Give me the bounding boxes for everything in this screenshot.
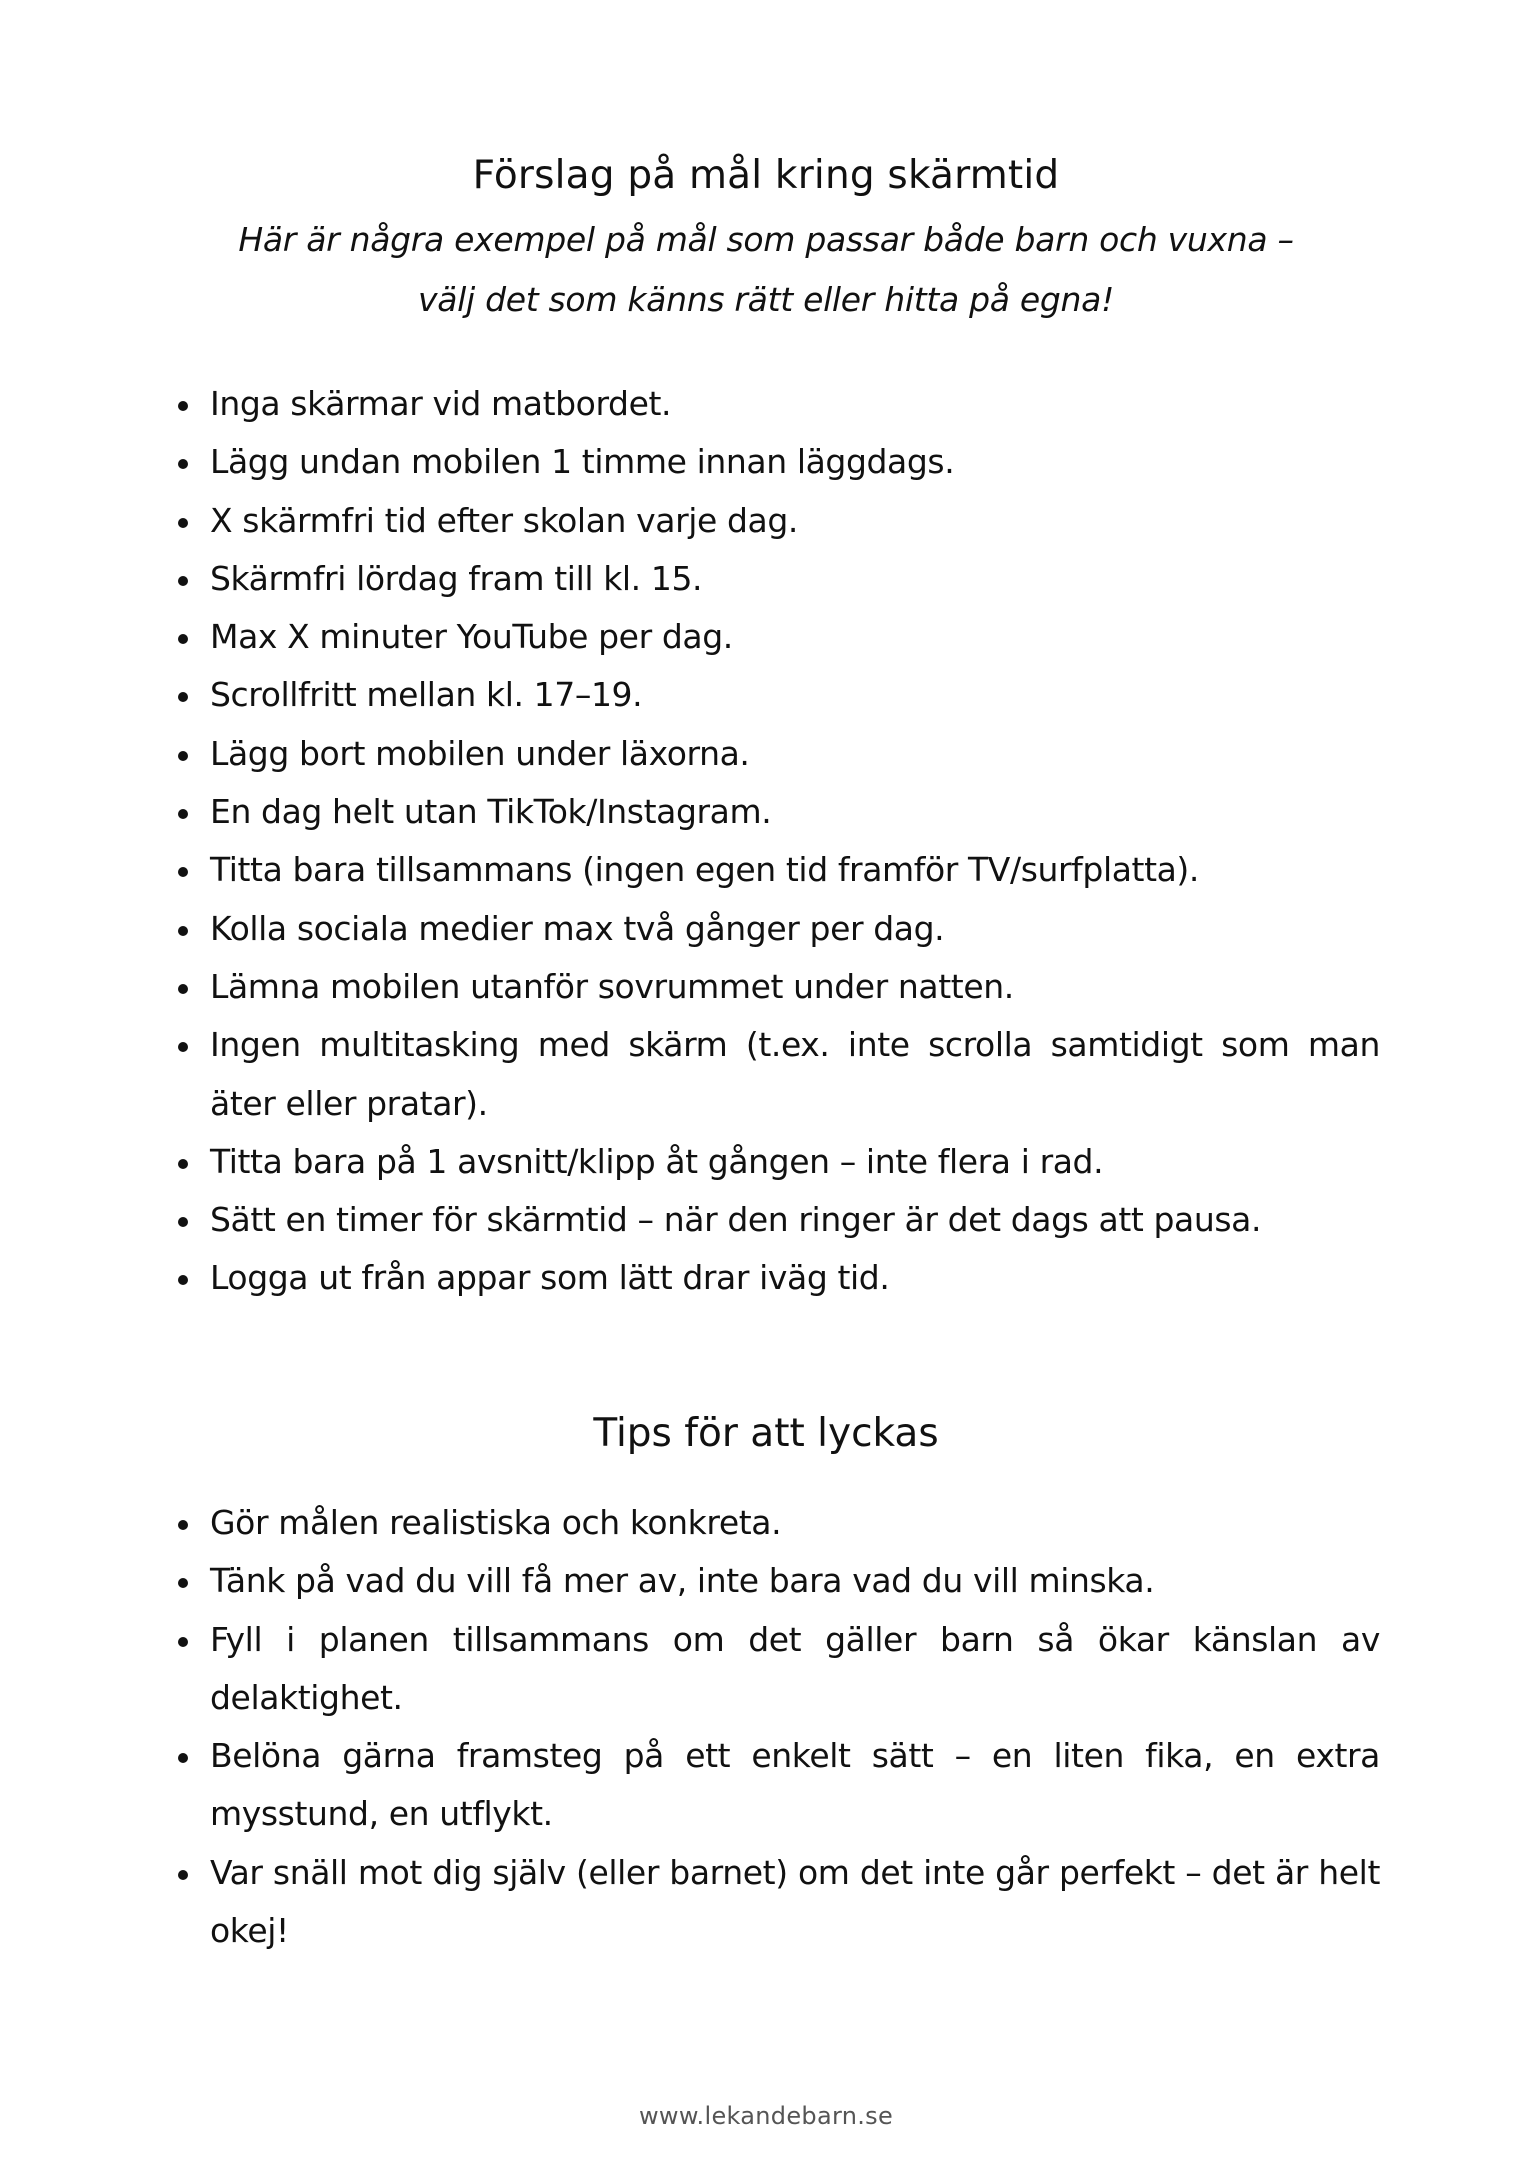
goal-text: En dag helt utan TikTok/Instagram. (210, 792, 772, 832)
bullet-icon (178, 433, 188, 491)
tip-text: Var snäll mot dig själv (eller barnet) om det inte går perfekt – det är helt okej! (210, 1852, 1380, 1951)
goal-text: Lämna mobilen utanför sovrummet under natten. (210, 966, 1014, 1006)
tips-list (210, 1494, 1380, 1960)
tip-text: Belöna gärna framsteg på ett enkelt sätt – en liten fika, en extra mysstund, en utflykt. (210, 1736, 1380, 1834)
bullet-icon (178, 900, 188, 958)
bullet-icon (178, 492, 188, 550)
goal-item (210, 608, 1380, 666)
goal-item (210, 783, 1380, 841)
page-subtitle (150, 210, 1382, 330)
goal-text: Titta bara på 1 avsnitt/klipp åt gången – inte flera i rad. (210, 1141, 1104, 1181)
tips-heading: Tips för att lyckas (593, 1411, 939, 1456)
goal-item (210, 375, 1380, 433)
goal-item (210, 666, 1380, 724)
tip-item (210, 1727, 1380, 1844)
bullet-icon (178, 725, 188, 783)
goal-item (210, 492, 1380, 550)
footer-website-link[interactable]: www.lekandebarn.se (638, 2102, 894, 2130)
bullet-icon (178, 1611, 188, 1669)
goal-item (210, 550, 1380, 608)
goal-text: Titta bara tillsammans (ingen egen tid framför TV/surfplatta). (210, 850, 1199, 890)
goal-item (210, 1191, 1380, 1249)
goal-item (210, 1133, 1380, 1191)
bullet-icon (178, 1494, 188, 1552)
tip-item (210, 1844, 1380, 1961)
bullet-icon (178, 1249, 188, 1307)
goal-item (210, 1249, 1380, 1307)
goal-item (210, 841, 1380, 899)
subtitle-line: välj det som känns rätt eller hitta på egna! (417, 280, 1115, 319)
bullet-icon (178, 841, 188, 899)
goal-text: Sätt en timer för skärmtid – när den ringer är det dags att pausa. (210, 1200, 1262, 1240)
tip-text: Tänk på vad du vill få mer av, inte bara vad du vill minska. (210, 1561, 1155, 1601)
tip-text: Fyll i planen tillsammans om det gäller barn så ökar känslan av delaktighet. (210, 1619, 1380, 1717)
bullet-icon (178, 1552, 188, 1610)
bullet-icon (178, 1016, 188, 1074)
goal-text: Max X minuter YouTube per dag. (210, 617, 733, 657)
tip-item (210, 1552, 1380, 1610)
subtitle-line: Här är några exempel på mål som passar både barn och vuxna – (238, 220, 1294, 259)
goals-list (210, 375, 1380, 1308)
bullet-icon (178, 666, 188, 724)
goal-text: Ingen multitasking med skärm (t.ex. inte scrolla samtidigt som man äter eller pratar). (210, 1025, 1380, 1123)
tip-item (210, 1494, 1380, 1552)
goal-text: Inga skärmar vid matbordet. (210, 384, 672, 423)
tip-text: Gör målen realistiska och konkreta. (210, 1503, 782, 1542)
page-title: Förslag på mål kring skärmtid (472, 153, 1060, 198)
goal-text: Skärmfri lördag fram till kl. 15. (210, 558, 703, 598)
goal-item (210, 433, 1380, 491)
bullet-icon (178, 550, 188, 608)
bullet-icon (178, 1727, 188, 1785)
goal-item (210, 958, 1380, 1016)
bullet-icon (178, 1191, 188, 1249)
bullet-icon (178, 608, 188, 666)
bullet-icon (178, 1844, 188, 1902)
goal-text: Scrollfritt mellan kl. 17–19. (210, 675, 643, 715)
goal-item (210, 1016, 1380, 1133)
goal-text: Lägg undan mobilen 1 timme innan läggdags. (210, 442, 955, 482)
goal-text: X skärmfri tid efter skolan varje dag. (210, 500, 799, 540)
goal-item (210, 725, 1380, 783)
tip-item (210, 1611, 1380, 1728)
goal-text: Kolla sociala medier max två gånger per dag. (210, 908, 945, 948)
goal-text: Logga ut från appar som lätt drar iväg tid. (210, 1258, 890, 1298)
goal-item (210, 900, 1380, 958)
bullet-icon (178, 1133, 188, 1191)
bullet-icon (178, 375, 188, 433)
bullet-icon (178, 958, 188, 1016)
goal-text: Lägg bort mobilen under läxorna. (210, 733, 750, 773)
bullet-icon (178, 783, 188, 841)
